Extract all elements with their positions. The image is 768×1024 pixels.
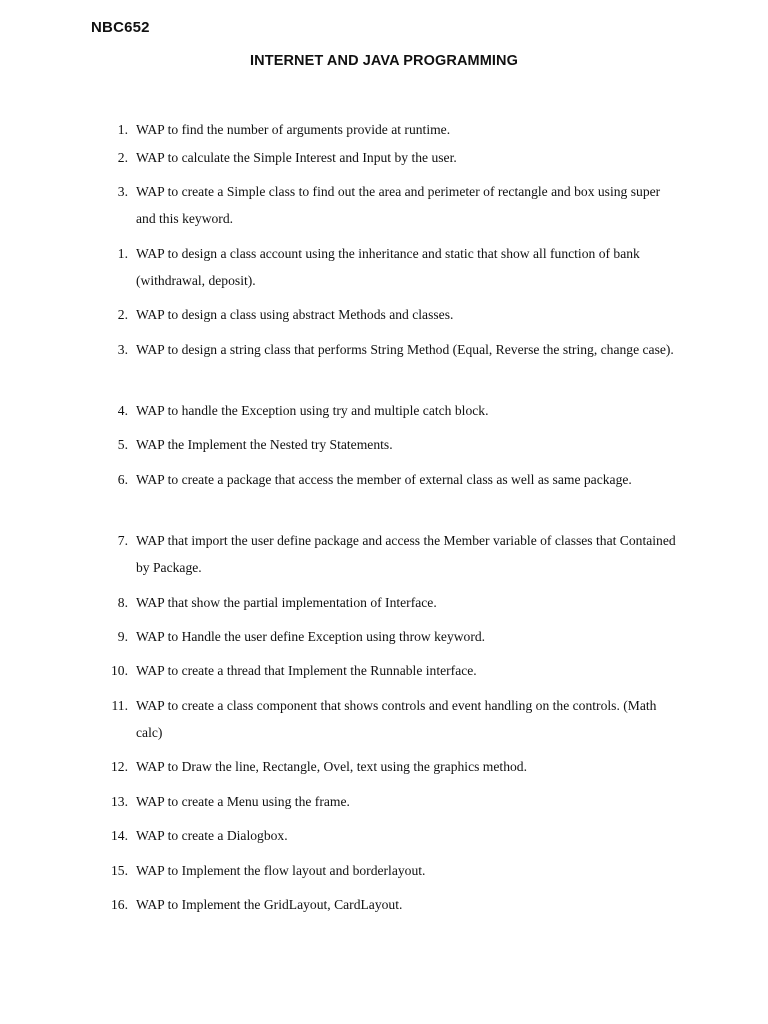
item-text: WAP that show the partial implementation of Interface.: [136, 595, 437, 610]
item-text: WAP that import the user define package and access the Member variable of classes that Contained by Package.: [136, 533, 676, 575]
item-number: 11.: [111, 698, 128, 713]
item-text: WAP to Handle the user define Exception using throw keyword.: [136, 629, 486, 644]
list-item: [104, 336, 684, 363]
item-number: 4.: [117, 403, 128, 418]
item-number: 1.: [117, 122, 128, 137]
item-text: WAP to handle the Exception using try and multiple catch block.: [136, 403, 489, 418]
item-text: WAP to create a package that access the member of external class as well as same package.: [136, 472, 632, 487]
list-item: [104, 891, 684, 918]
item-number: 1.: [117, 246, 128, 261]
item-text: WAP to design a class account using the inheritance and static that show all function of bank (withdrawal, deposit).: [136, 246, 640, 288]
item-number: 3.: [117, 184, 128, 199]
list-item: [104, 431, 684, 458]
item-text: WAP to create a Dialogbox.: [136, 828, 288, 843]
item-number: 3.: [117, 342, 128, 357]
item-text: WAP to Implement the flow layout and borderlayout.: [136, 863, 426, 878]
list-item: [104, 822, 684, 849]
list-item: [104, 397, 684, 424]
item-number: 2.: [117, 307, 128, 322]
item-text: WAP to Draw the line, Rectangle, Ovel, text using the graphics method.: [136, 759, 527, 774]
list-item: [104, 623, 684, 650]
list-item: [104, 857, 684, 884]
item-text: WAP to calculate the Simple Interest and Input by the user.: [136, 150, 457, 165]
item-number: 16.: [111, 897, 128, 912]
item-text: WAP to design a class using abstract Methods and classes.: [136, 307, 454, 322]
list-item: [104, 144, 684, 171]
item-number: 9.: [117, 629, 128, 644]
list-item: [104, 178, 684, 232]
list-item: [104, 116, 684, 143]
item-number: 10.: [111, 663, 128, 678]
document-title: INTERNET AND JAVA PROGRAMMING: [250, 53, 518, 69]
list-item: [104, 240, 684, 294]
item-text: WAP to find the number of arguments provide at runtime.: [136, 122, 451, 137]
item-number: 6.: [117, 472, 128, 487]
list-item: [104, 589, 684, 616]
item-number: 13.: [111, 794, 128, 809]
list-item: [104, 753, 684, 780]
item-number: 15.: [111, 863, 128, 878]
item-number: 7.: [117, 533, 128, 548]
item-text: WAP to create a class component that shows controls and event handling on the controls. (Math calc): [136, 698, 657, 740]
item-text: WAP to Implement the GridLayout, CardLayout.: [136, 897, 403, 912]
list-item: [104, 788, 684, 815]
list-item: [104, 657, 684, 684]
item-text: WAP to create a Menu using the frame.: [136, 794, 350, 809]
item-text: WAP to create a thread that Implement the Runnable interface.: [136, 663, 477, 678]
list-item: [104, 527, 684, 581]
list-item: [104, 466, 684, 493]
course-code: NBC652: [91, 19, 150, 36]
item-number: 12.: [111, 759, 128, 774]
item-text: WAP the Implement the Nested try Statements.: [136, 437, 393, 452]
item-number: 14.: [111, 828, 128, 843]
list-item: [104, 301, 684, 328]
item-number: 5.: [117, 437, 128, 452]
list-item: [104, 692, 684, 746]
item-text: WAP to create a Simple class to find out the area and perimeter of rectangle and box using super and this keyword.: [136, 184, 661, 226]
item-number: 2.: [117, 150, 128, 165]
item-text: WAP to design a string class that performs String Method (Equal, Reverse the string, change case).: [136, 342, 674, 357]
item-number: 8.: [117, 595, 128, 610]
